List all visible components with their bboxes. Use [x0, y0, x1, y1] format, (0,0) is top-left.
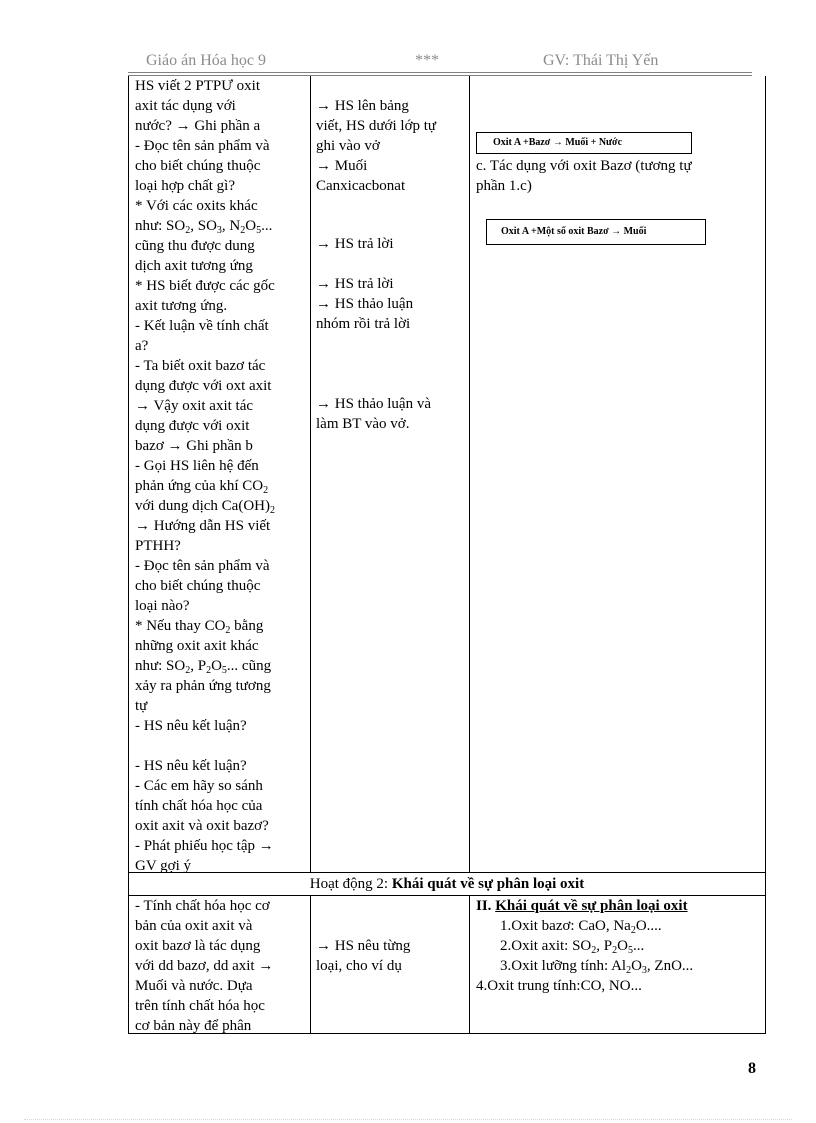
student-activities-2 — [316, 234, 394, 254]
text-line: PTHH? — [135, 538, 181, 554]
text-line: a? — [135, 338, 149, 354]
text-line: oxit axit và oxit bazơ? — [135, 818, 269, 834]
text-line: - Các em hãy so sánh — [135, 778, 263, 794]
student-activities-3 — [316, 274, 413, 334]
header-teacher: GV: Thái Thị Yến — [543, 52, 659, 69]
text-line: HS viết 2 PTPƯ oxit — [135, 78, 260, 94]
text-line: * Với các oxits khác — [135, 198, 258, 214]
text-line: dụng được với oxt axit — [135, 378, 272, 394]
text-line: loại, cho ví dụ — [316, 958, 402, 974]
heading-title: Khái quát về sự phân loại oxit — [495, 898, 688, 914]
text-line: nước? → Ghi phần a — [135, 118, 261, 134]
text-line: nhóm rồi trả lời — [316, 316, 411, 332]
text-line: axit tương ứng. — [135, 298, 228, 314]
text-line: những oxit axit khác — [135, 638, 259, 654]
text-line: cũng thu được dung — [135, 238, 255, 254]
text-line: - HS nêu kết luận? — [135, 758, 247, 774]
text-line: làm BT vào vở. — [316, 416, 410, 432]
formula-line: như: $SO_2$, $P_2O_5$... cũng — [135, 658, 272, 676]
text-line: → HS lên bảng — [316, 98, 409, 114]
col-divider-1 — [310, 76, 311, 872]
text-line: → HS trả lời — [316, 236, 394, 252]
text-line: - Phát phiếu học tập → — [135, 838, 274, 854]
text-line: cho biết chúng thuộc — [135, 578, 261, 594]
equation-box-1: Oxit A +Bazơ → Muối + Nước — [476, 132, 692, 154]
activity-2-heading — [128, 874, 766, 894]
text-line: bản của oxit axit và — [135, 918, 253, 934]
text-line: → Muối — [316, 158, 368, 174]
text-line: - HS nêu kết luận? — [135, 718, 247, 734]
text-line: cho biết chúng thuộc — [135, 158, 261, 174]
text-line: phần 1.c) — [476, 178, 532, 194]
text-line: - Tính chất hóa học cơ — [135, 898, 270, 914]
text-line: → HS thảo luận và — [316, 396, 431, 412]
formula-line: như: $SO_2$, $SO_3$, $N_2O_5$... — [135, 218, 273, 236]
text-line: - Ta biết oxit bazơ tác — [135, 358, 266, 374]
teacher-activities-bottom — [135, 896, 273, 1036]
text-line: với dd bazơ, dd axit → — [135, 958, 274, 974]
text-line: c. Tác dụng với oxit Bazơ (tương tự — [476, 158, 692, 174]
oxide-item-amphoteric: 3.Oxit lưỡng tính: $Al_2O_3$, ZnO... — [500, 958, 694, 976]
oxide-item-acidic: 2.Oxit axit: $SO_2$, $P_2O_5$... — [500, 938, 645, 956]
text-line: loại hợp chất gì? — [135, 178, 235, 194]
student-activities-bottom — [316, 936, 410, 976]
text-line: axit tác dụng với — [135, 98, 236, 114]
classification-content — [476, 896, 693, 996]
text-line: xảy ra phản ứng tương — [135, 678, 271, 694]
text-line: viết, HS dưới lớp tự — [316, 118, 437, 134]
oxide-item-basic: 1.Oxit bazơ: CaO, $Na_2O$.... — [500, 918, 662, 936]
oxide-item-neutral: 4.Oxit trung tính:CO, NO... — [476, 978, 642, 994]
teacher-activities — [135, 76, 275, 876]
text-line: Canxicacbonat — [316, 178, 406, 194]
text-line: - Kết luận về tính chất — [135, 318, 269, 334]
text-line: ghi vào vở — [316, 138, 380, 154]
header-stars: *** — [415, 52, 439, 69]
activity-title: Khái quát về sự phân loại oxit — [391, 876, 585, 892]
text-line: tính chất hóa học của — [135, 798, 263, 814]
student-activities — [316, 96, 436, 196]
text-line: - Đọc tên sản phẩm và — [135, 138, 270, 154]
content-section-c — [476, 156, 692, 196]
text-line: GV gợi ý — [135, 858, 191, 874]
col-divider-2 — [469, 76, 470, 872]
page-bottom-border — [24, 1119, 792, 1120]
formula-line: phản ứng của khí $CO_2$ — [135, 478, 269, 496]
text-line: loại nào? — [135, 598, 190, 614]
text-line: cơ bản này để phân — [135, 1018, 252, 1034]
heading-number: II. — [476, 898, 496, 914]
blank-line — [135, 736, 275, 756]
text-line: * HS biết được các gốc — [135, 278, 275, 294]
page-header — [128, 52, 752, 72]
lesson-table — [128, 76, 766, 1034]
text-line: → HS nêu từng — [316, 938, 411, 954]
text-line: dụng được với oxit — [135, 418, 250, 434]
formula-line: * Nếu thay $CO_2$ bằng — [135, 618, 264, 636]
text-line: dịch axit tương ứng — [135, 258, 253, 274]
text-line: Muối và nước. Dựa — [135, 978, 253, 994]
header-subject: Giáo án Hóa học 9 — [146, 52, 266, 69]
text-line: → Vậy oxit axit tác — [135, 398, 254, 414]
text-line: → HS thảo luận — [316, 296, 414, 312]
text-line: → HS trả lời — [316, 276, 394, 292]
formula-line: với dung dịch $Ca(OH)_2$ — [135, 498, 275, 516]
page-number: 8 — [748, 1060, 756, 1077]
student-activities-4 — [316, 394, 431, 434]
text-line: tự — [135, 698, 148, 714]
text-line: oxit bazơ là tác dụng — [135, 938, 261, 954]
text-line: bazơ → Ghi phần b — [135, 438, 253, 454]
activity-prefix: Hoạt động 2: — [309, 876, 392, 892]
text-line: → Hướng dẫn HS viết — [135, 518, 271, 534]
col-divider-1b — [310, 895, 311, 1034]
section-heading — [476, 896, 693, 916]
header-rule — [128, 72, 752, 73]
text-line: - Đọc tên sản phẩm và — [135, 558, 270, 574]
text-line: trên tính chất hóa học — [135, 998, 265, 1014]
col-divider-2b — [469, 895, 470, 1034]
text-line: - Gọi HS liên hệ đến — [135, 458, 259, 474]
equation-box-2: Oxit A +Một số oxit Bazơ → Muối — [486, 219, 706, 245]
